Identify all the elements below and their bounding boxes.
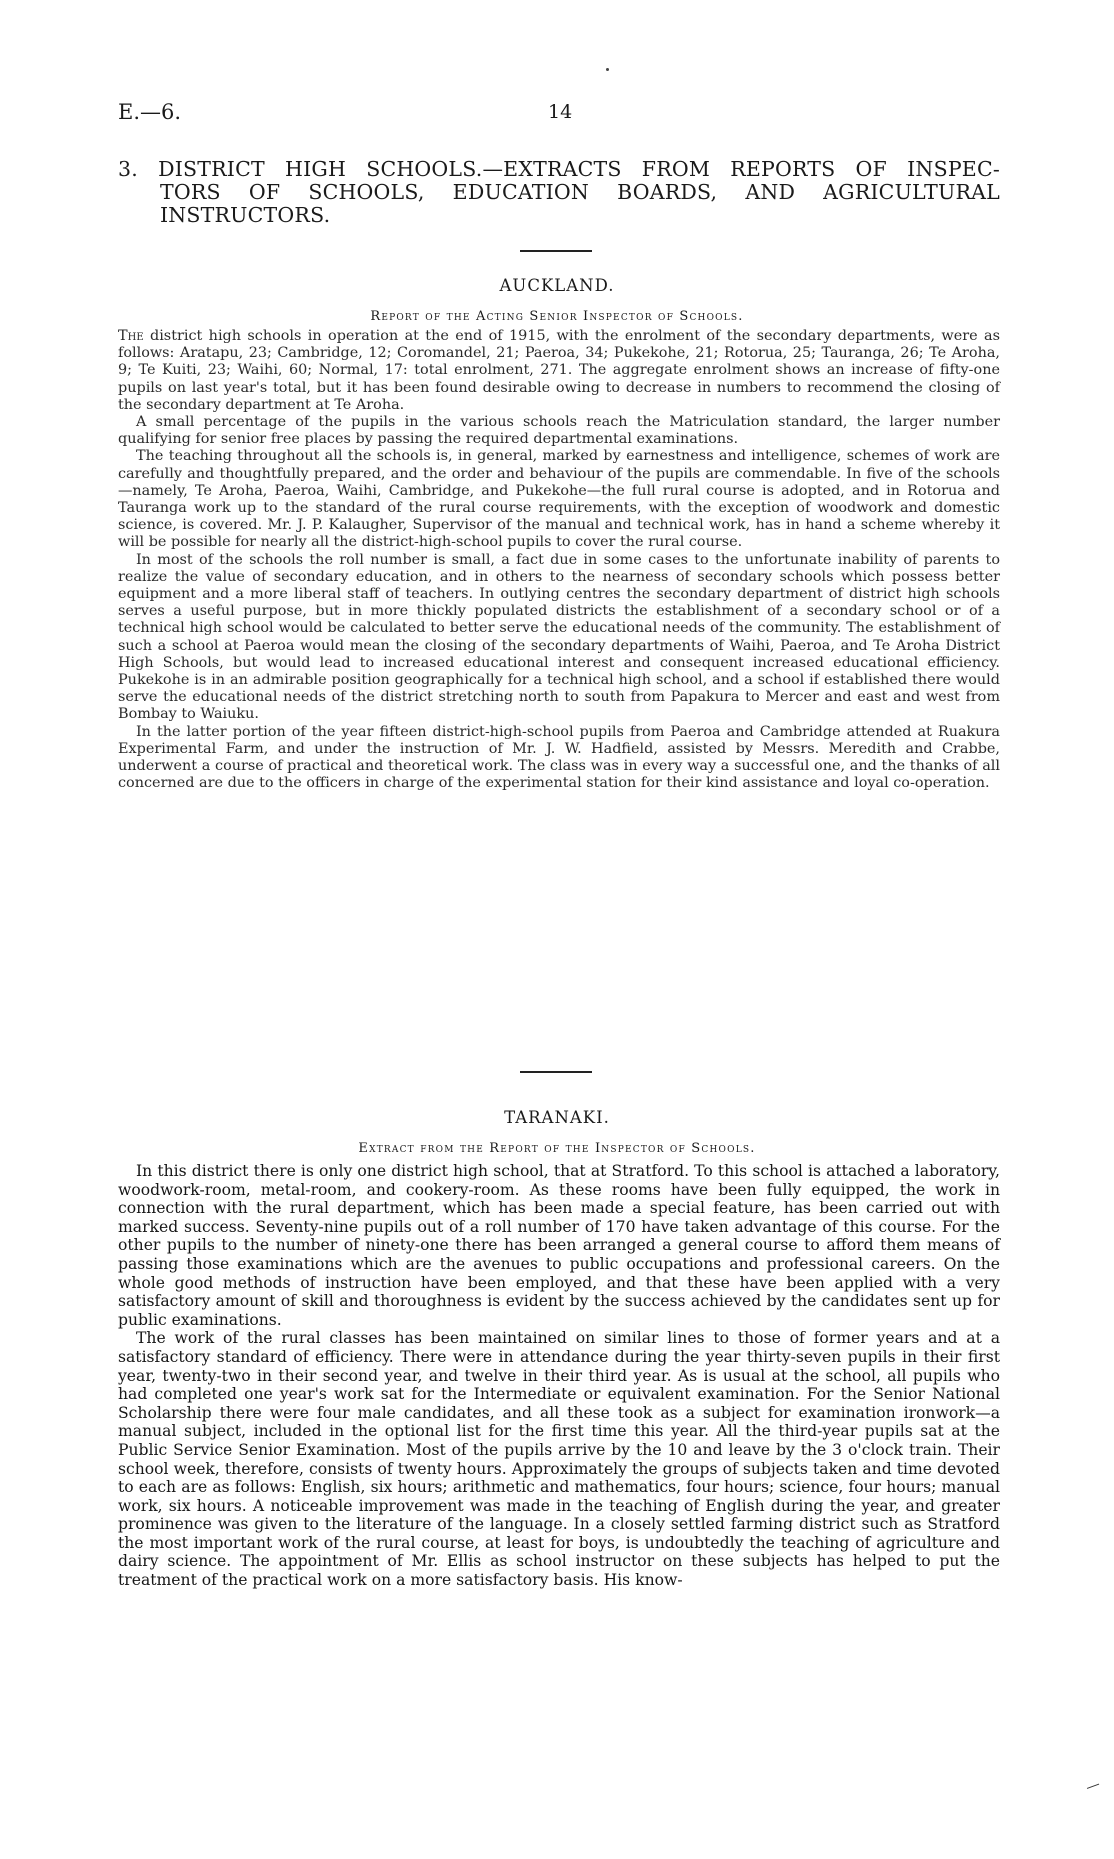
section-divider xyxy=(520,250,592,252)
taranaki-heading: TARANAKI. xyxy=(504,1108,610,1127)
auckland-paragraph: A small percentage of the pupils in the various schools reach the Matriculation standard, the larger number qualifying for senior free places by passing the required departmental examinations. xyxy=(118,414,1000,448)
page-number: 14 xyxy=(548,101,573,123)
auckland-paragraph: In most of the schools the roll number is small, a fact due in some cases to the unfortunate inability of parents to realize the value of secondary education, and in others to the nearness of secondary schools which possess better equipment and a more liberal staff of teachers. In outlying centres the secondary department of district high schools serves a useful purpose, but in more thickly populated districts the establishment of a secondary school or of a technical high school would be calculated to better serve the educational needs of the community. The establishment of such a school at Paeroa would mean the closing of the secondary departments of Waihi, Paeroa, and Te Aroha District High Schools, but would lead to increased educational interest and consequent increased educational efficiency. Pukekohe is in an admirable position geographically for a technical high school, and a school if established there would serve the educational needs of the district stretching north to south from Papakura to Mercer and east and west from Bombay to Waiuku. xyxy=(118,551,1000,723)
taranaki-subheading: Extract from the Report of the Inspector of Schools. xyxy=(358,1141,756,1156)
taranaki-paragraph: In this district there is only one district high school, that at Stratford. To this school is attached a laboratory, woodwork-room, metal-room, and cookery-room. As these rooms have been fully equipped, the work in connection with the rural department, which has been made a special feature, has been carried out with marked success. Seventy-nine pupils out of a roll number of 170 have taken advantage of this course. For the other pupils to the number of ninety-one there has been arranged a general course to afford them means of passing those examinations which are the avenues to public occupations and professional careers. On the whole good methods of instruction have been employed, and that these have been applied with a very satisfactory amount of skill and thoroughness is evident by the success achieved by the candidates sent up for public examinations. xyxy=(118,1162,1000,1329)
taranaki-paragraph: The work of the rural classes has been maintained on similar lines to those of former years and at a satisfactory standard of efficiency. There were in attendance during the year thirty-seven pupils in their first year, twenty-two in their second year, and twelve in their third year. As is usual at the school, all pupils who had completed one year's work sat for the Intermediate or equivalent examination. For the Senior National Scholarship there were four male candidates, and all these took as a subject for examination ironwork—a manual subject, included in the optional list for the first time this year. All the third-year pupils sat at the Public Service Senior Examination. Most of the pupils arrive by the 10 and leave by the 3 o'clock train. Their school week, therefore, consists of twenty hours. Approximately the groups of subjects taken and time devoted to each are as follows: English, six hours; arithmetic and mathematics, four hours; science, four hours; manual work, six hours. A noticeable improvement was made in the teaching of English during the year, and greater prominence was given to the literature of the language. In a closely settled farming district such as Stratford the most important work of the rural course, at least for boys, is undoubtedly the teaching of agriculture and dairy science. The appointment of Mr. Ellis as school instructor on these subjects has helped to put the treatment of the practical work on a more satisfactory basis. His know- xyxy=(118,1329,1000,1590)
auckland-heading: AUCKLAND. xyxy=(499,276,615,295)
report-code: E.—6. xyxy=(118,100,182,124)
main-title xyxy=(118,158,1000,227)
title-line-3: INSTRUCTORS. xyxy=(160,203,331,227)
lead-word: The xyxy=(118,328,144,344)
auckland-body xyxy=(118,328,1000,792)
auckland-paragraph: The district high schools in operation at the end of 1915, with the enrolment of the secondary departments, were as follows: Aratapu, 23; Cambridge, 12; Coromandel, 21; Paeroa, 34; Pukekohe, 21; Rotorua, 25; Tauranga, 26; Te Aroha, 9; Te Kuiti, 23; Waihi, 60; Normal, 17: total enrolment, 271. The aggregate enrolment shows an increase of fifty-one pupils on last year's total, but it has been found desirable owing to decrease in numbers to recommend the closing of the secondary department at Te Aroha. xyxy=(118,328,1000,413)
margin-mark: — xyxy=(1083,1776,1103,1796)
title-line-1: 3. DISTRICT HIGH SCHOOLS.—EXTRACTS FROM REPORTS OF INSPEC- xyxy=(118,157,1000,181)
auckland-paragraph: The teaching throughout all the schools is, in general, marked by earnestness and intelligence, schemes of work are carefully and thoughtfully prepared, and the order and behaviour of the pupils are commendable. In five of the schools—namely, Te Aroha, Paeroa, Waihi, Cambridge, and Pukekohe—the full rural course is adopted, and in Rotorua and Tauranga work up to the standard of the rural course requirements, with the exception of woodwork and domestic science, is covered. Mr. J. P. Kalaugher, Supervisor of the manual and technical work, has in hand a scheme whereby it will be possible for nearly all the district-high-school pupils to cover the rural course. xyxy=(118,448,1000,551)
auckland-subheading: Report of the Acting Senior Inspector of Schools. xyxy=(370,309,744,324)
taranaki-body xyxy=(118,1162,1000,1590)
print-speck xyxy=(606,68,609,71)
auckland-paragraph: In the latter portion of the year fifteen district-high-school pupils from Paeroa and Cambridge attended at Ruakura Experimental Farm, and under the instruction of Mr. J. W. Hadfield, assisted by Messrs. Meredith and Crabbe, underwent a course of practical and theoretical work. The class was in every way a successful one, and the thanks of all concerned are due to the officers in charge of the experimental station for their kind assistance and loyal co-operation. xyxy=(118,723,1000,792)
section-divider xyxy=(520,1071,592,1073)
title-line-2: TORS OF SCHOOLS, EDUCATION BOARDS, AND AGRICULTURAL xyxy=(160,180,1000,204)
